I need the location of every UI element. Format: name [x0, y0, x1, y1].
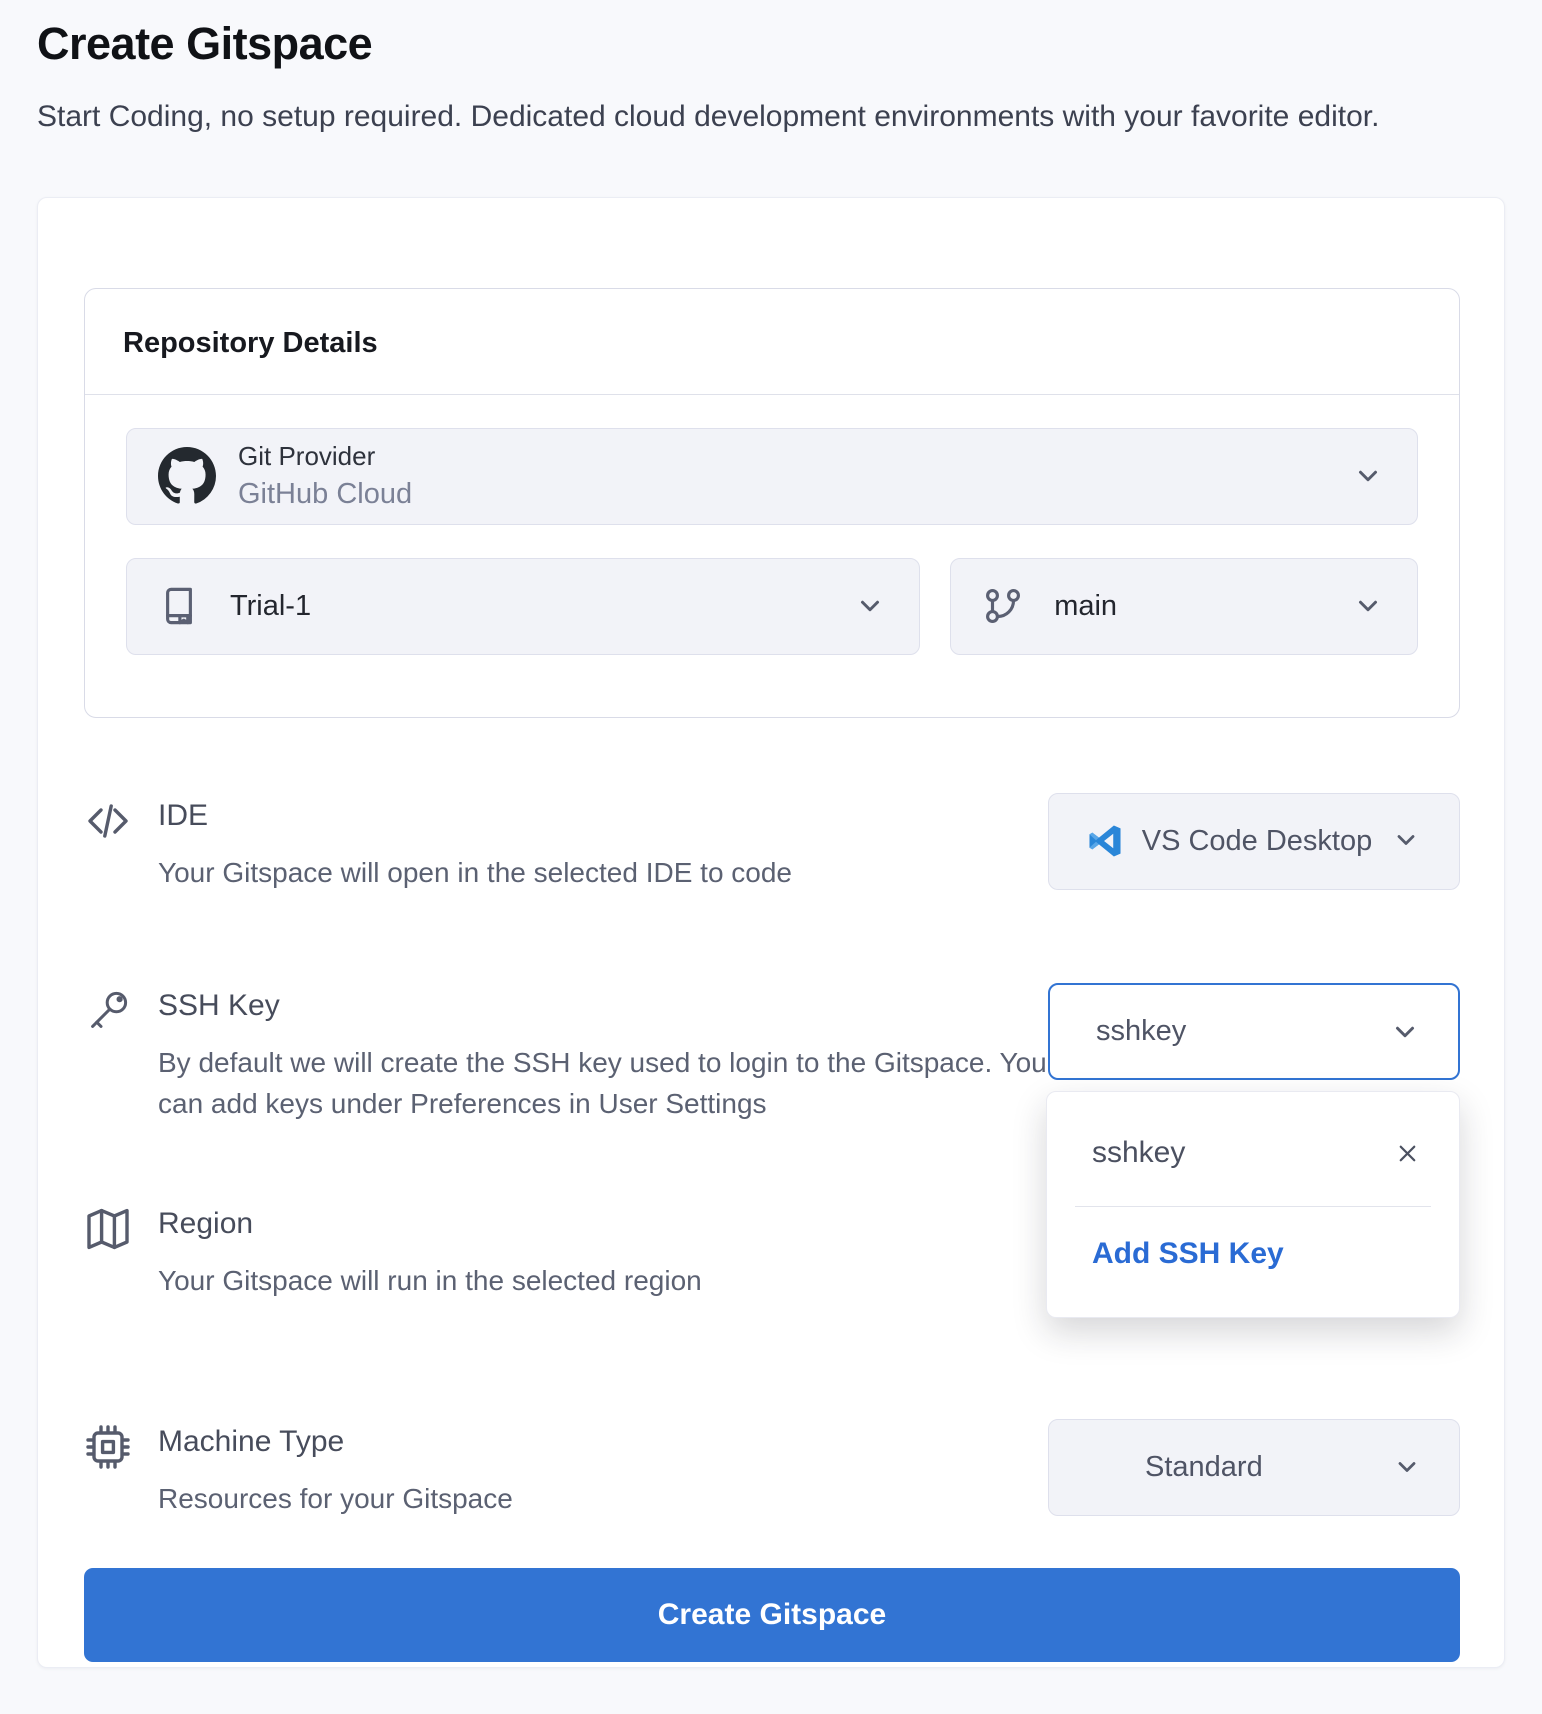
chevron-down-icon — [1353, 591, 1383, 621]
ssh-key-option-label: sshkey — [1092, 1136, 1186, 1170]
machine-type-description: Resources for your Gitspace — [158, 1483, 513, 1515]
git-provider-select[interactable] — [126, 428, 1418, 525]
ssh-key-label: SSH Key — [158, 989, 280, 1023]
ssh-key-description: By default we will create the SSH key used to login to the Gitspace. You can add keys under Preferences in User Settings — [158, 1047, 1047, 1120]
ssh-key-value: sshkey — [1096, 1015, 1187, 1048]
create-gitspace-button[interactable]: Create Gitspace — [84, 1568, 1460, 1662]
machine-type-field-row — [84, 1419, 1460, 1520]
cpu-icon — [84, 1423, 132, 1471]
chevron-down-icon — [855, 591, 885, 621]
close-icon[interactable] — [1394, 1140, 1421, 1167]
repository-value: Trial-1 — [230, 589, 312, 622]
ssh-key-select[interactable] — [1048, 983, 1460, 1080]
key-icon — [84, 987, 132, 1035]
chevron-down-icon — [1392, 826, 1422, 856]
form-card — [37, 197, 1505, 1668]
ide-description: Your Gitspace will open in the selected IDE to code — [158, 856, 793, 888]
ssh-key-option[interactable] — [1047, 1092, 1459, 1206]
ide-label: IDE — [158, 798, 209, 832]
git-provider-text — [238, 441, 412, 511]
ide-control — [1048, 793, 1460, 890]
chevron-down-icon — [1390, 1017, 1420, 1047]
repository-select[interactable] — [126, 558, 920, 655]
chevron-down-icon — [1393, 1453, 1423, 1483]
repository-icon — [158, 585, 200, 627]
repository-details-title: Repository Details — [85, 289, 1459, 395]
machine-type-value: Standard — [1145, 1451, 1263, 1484]
git-provider-value: GitHub Cloud — [238, 478, 413, 511]
repository-details-body — [85, 395, 1459, 717]
map-icon — [84, 1205, 132, 1253]
repository-details-section — [84, 288, 1460, 718]
git-branch-icon — [982, 585, 1024, 627]
machine-type-select[interactable] — [1048, 1419, 1460, 1516]
region-description: Your Gitspace will run in the selected region — [158, 1264, 702, 1296]
ssh-key-dropdown — [1046, 1091, 1460, 1318]
code-icon — [84, 797, 132, 845]
ide-value: VS Code Desktop — [1141, 824, 1373, 857]
ide-field-text — [158, 793, 1048, 894]
page-subtitle: Start Coding, no setup required. Dedicated cloud development environments with your favorite editor. — [37, 100, 1380, 133]
ssh-key-control — [1048, 983, 1460, 1271]
ide-field-row — [84, 793, 1460, 894]
git-provider-label: Git Provider — [238, 441, 376, 472]
ssh-key-field-text — [158, 983, 1048, 1124]
branch-select[interactable] — [950, 558, 1418, 655]
branch-value: main — [1054, 589, 1118, 622]
vscode-icon — [1086, 822, 1124, 860]
machine-type-field-text — [158, 1419, 1048, 1520]
ide-select[interactable] — [1048, 793, 1460, 890]
repo-branch-row — [126, 558, 1418, 655]
github-icon — [158, 447, 216, 505]
machine-type-control — [1048, 1419, 1460, 1516]
machine-type-label: Machine Type — [158, 1425, 345, 1459]
region-label: Region — [158, 1206, 254, 1240]
chevron-down-icon — [1353, 461, 1383, 491]
page-title: Create Gitspace — [37, 18, 373, 69]
add-ssh-key-link[interactable]: Add SSH Key — [1092, 1237, 1284, 1271]
region-field-text — [158, 1201, 1048, 1302]
